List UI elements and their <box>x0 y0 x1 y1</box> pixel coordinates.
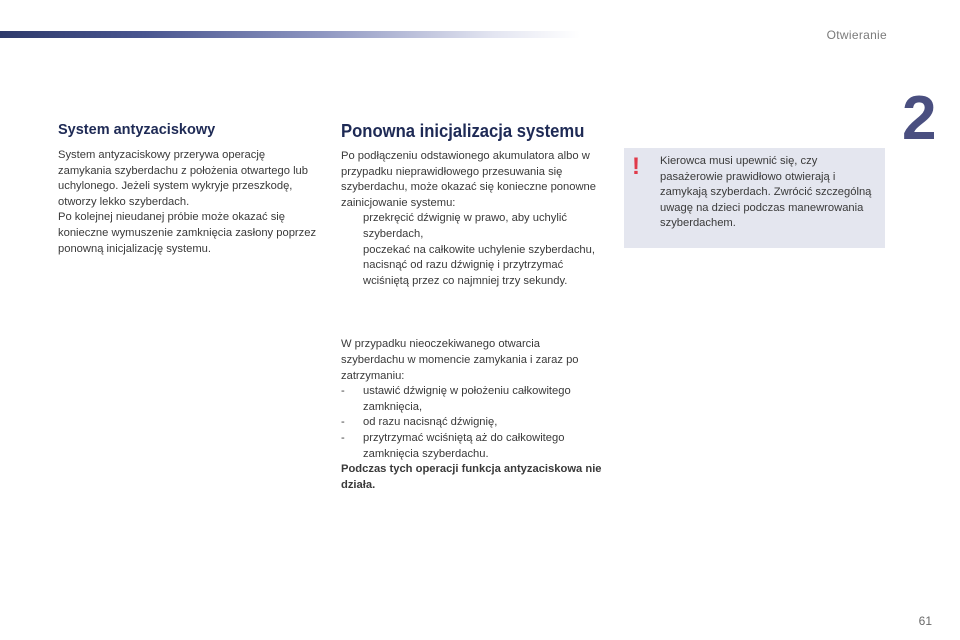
anti-pinch-body-2: Po kolejnej nieudanej próbie może okazać się konieczne wymuszenie zamknięcia zasłony poprzez ponowną inicjalizację systemu. <box>58 211 317 255</box>
warning-text: Kierowca musi upewnić się, czy pasażerowie prawidłowo otwierają i zamykają szyberdach. Zwrócić szczególną uwagę na dzieci podczas manewrowania szyberdachem. <box>660 155 872 230</box>
list-item: nacisnąć od razu dźwignię i przytrzymać wciśniętą przez co najmniej trzy sekundy. <box>363 259 568 287</box>
dash-mark: - <box>341 431 345 444</box>
reinit-section <box>341 120 603 493</box>
unexpected-open-list <box>341 384 603 462</box>
anti-pinch-title: System antyzaciskowy <box>58 122 216 138</box>
list-item: poczekać na całkowite uchylenie szyberdachu, <box>363 243 595 256</box>
list-item: - od razu nacisnąć dźwignię, <box>341 415 603 431</box>
header-gradient-bar <box>0 31 580 38</box>
reinit-title: Ponowna inicjalizacja systemu <box>341 120 585 141</box>
exclamation-icon: ! <box>632 153 640 180</box>
dash-mark: - <box>341 385 345 398</box>
section-title: Otwieranie <box>826 28 887 42</box>
unexpected-open-intro: W przypadku nieoczekiwanego otwarcia szyberdachu w momencie zamykania i zaraz po zatrzymaniu: <box>341 338 579 382</box>
page-number: 61 <box>918 614 932 628</box>
anti-pinch-body: System antyzaciskowy przerywa operację zamykania szyberdachu z położenia otwartego lub uchylonego. Jeżeli system wykryje przeszkodę, otworzy lekko szyberdach. <box>58 149 308 208</box>
list-item: przekręcić dźwignię w prawo, aby uchylić szyberdach, <box>363 212 567 240</box>
dash-mark: - <box>341 416 345 429</box>
list-item: - ustawić dźwignię w położeniu całkowitego zamknięcia, <box>341 385 571 413</box>
reinit-intro: Po podłączeniu odstawionego akumulatora albo w przypadku nieprawidłowego przesuwania się szyberdachu, może okazać się konieczne ponowne zainicjowanie systemu: <box>341 150 596 209</box>
anti-pinch-section <box>58 120 320 257</box>
list-item: - przytrzymać wciśniętą aż do całkowitego zamknięcia szyberdachu. <box>341 431 565 460</box>
reinit-steps-list <box>341 211 603 289</box>
anti-pinch-disabled-note: Podczas tych operacji funkcja antyzaciskowa nie działa. <box>341 463 602 491</box>
chapter-number: 2 <box>902 84 937 153</box>
warning-box <box>624 148 885 248</box>
